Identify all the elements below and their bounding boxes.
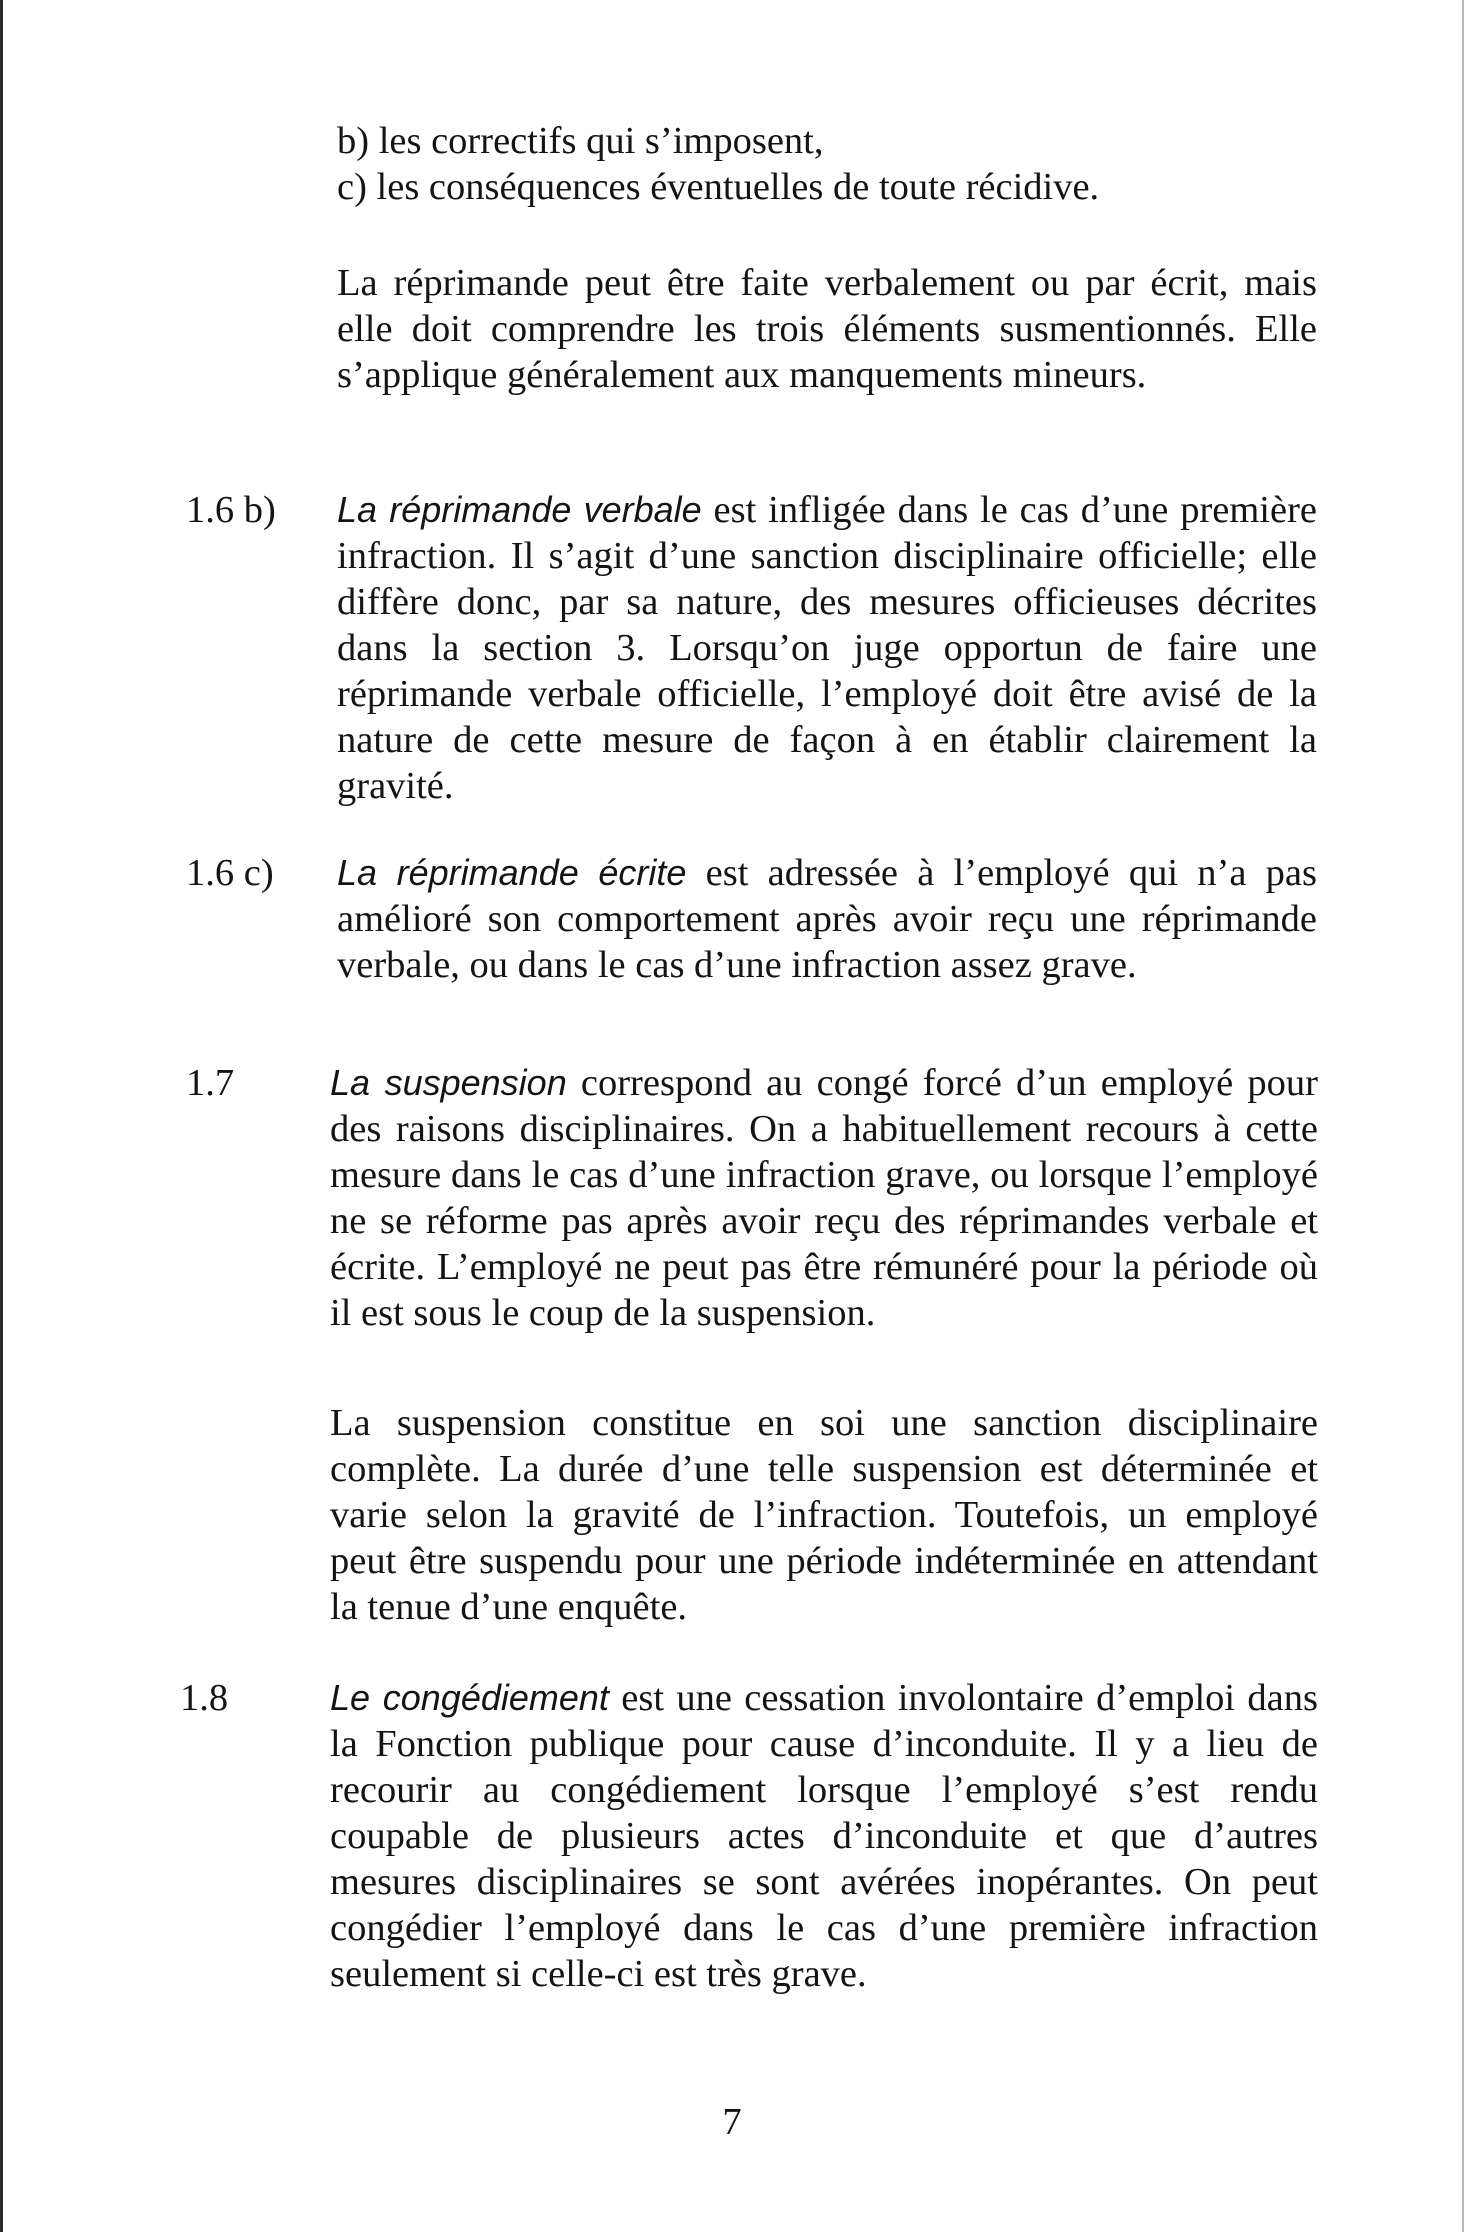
section-number-1-6-c: 1.6 c)	[186, 852, 274, 894]
section-paragraph-1-7	[330, 1060, 1318, 1336]
section-term-1-8: Le congédiement	[330, 1677, 609, 1718]
page-number: 7	[722, 2101, 742, 2143]
section-paragraph-1-6-c	[337, 850, 1317, 988]
section-paragraph-1-8	[330, 1675, 1318, 1997]
section-number-1-6-b: 1.6 b)	[186, 489, 276, 531]
section-text-1-7: correspond au congé forcé d’un employé pour des raisons disciplinaires. On a habituellement recours à cette mesure dans le cas d’une infraction grave, ou lorsque l’employé ne se réforme pas après avoir reçu des réprimandes verbale et écrite. L’employé ne peut pas être rémunéré pour la période où il est sous le coup de la suspension.	[330, 1062, 1319, 1334]
section-number-1-7: 1.7	[186, 1062, 235, 1104]
section-term-1-7: La suspension	[330, 1062, 567, 1103]
section-continuation-1-7: La suspension constitue en soi une sanction disciplinaire complète. La durée d’une telle suspension est déterminée et varie selon la gravité de l’infraction. Toutefois, un employé peut être suspendu pour une période indéterminée en attendant la tenue d’une enquête.	[330, 1402, 1318, 1628]
section-text-1-6-c: est adressée à l’employé qui n’a pas amélioré son comportement après avoir reçu une réprimande verbale, ou dans le cas d’une infraction assez grave.	[337, 852, 1318, 986]
section-term-1-6-c: La réprimande écrite	[337, 852, 687, 893]
list-item-c: c) les conséquences éventuelles de toute récidive.	[337, 166, 1100, 208]
section-term-1-6-b: La réprimande verbale	[337, 489, 702, 530]
section-number-1-8: 1.8	[180, 1677, 229, 1719]
list-item-b: b) les correctifs qui s’imposent,	[337, 120, 824, 162]
section-text-1-8: est une cessation involontaire d’emploi dans la Fonction publique pour cause d’inconduite. Il y a lieu de recourir au congédiement lorsque l’employé s’est rendu coupable de plusieurs actes d’inconduite et que d’autres mesures disciplinaires se sont avérées inopérantes. On peut congédier l’employé dans le cas d’une première infraction seulement si celle-ci est très grave.	[330, 1677, 1318, 1995]
intro-paragraph: La réprimande peut être faite verbalement ou par écrit, mais elle doit comprendre les trois éléments susmentionnés. Elle s’applique généralement aux manquements mineurs.	[337, 262, 1317, 396]
page-left-edge	[0, 0, 3, 2232]
section-text-1-6-b: est infligée dans le cas d’une première infraction. Il s’agit d’une sanction disciplinaire officielle; elle diffère donc, par sa nature, des mesures officieuses décrites dans la section 3. Lorsqu’on juge opportun de faire une réprimande verbale officielle, l’employé doit être avisé de la nature de cette mesure de façon à en établir clairement la gravité.	[337, 489, 1318, 807]
section-paragraph-1-6-b	[337, 487, 1317, 809]
